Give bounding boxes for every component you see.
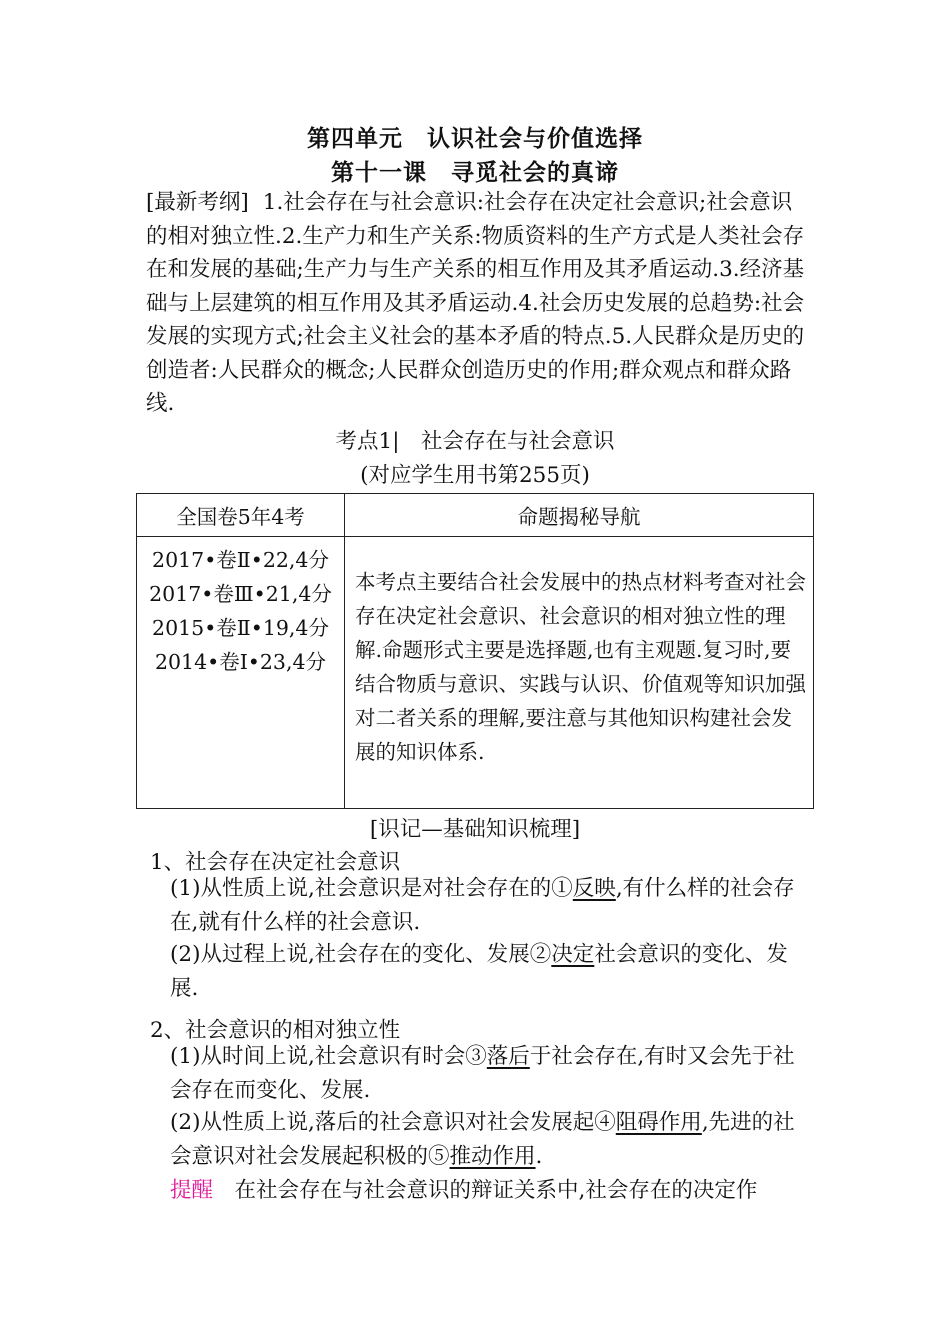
exam-entry: 2015•卷Ⅱ•19,4分: [152, 616, 329, 640]
point2-item2: (2)从性质上说,落后的社会意识对社会发展起④阻碍作用,先进的社会意识对社会发展起积极的⑤推动作用.: [170, 1110, 795, 1169]
topic-reference: (对应学生用书第255页): [360, 463, 590, 488]
point1-item2: (2)从过程上说,社会存在的变化、发展②决定社会意识的变化、发展.: [170, 942, 788, 1001]
point1-item1: (1)从性质上说,社会意识是对社会存在的①反映,有什么样的社会存在,就有什么样的社会意识.: [170, 876, 795, 935]
section-label: [识记—基础知识梳理]: [369, 817, 581, 842]
syllabus-text: 1.社会存在与社会意识:社会存在决定社会意识;社会意识的相对独立性.2.生产力和生产关系:物质资料的生产方式是人类社会存在和发展的基础;生产力与生产关系的相互作用及其矛盾运动.3.经济基础与上层建筑的相互作用及其矛盾运动.4.社会历史发展的总趋势:社会发展的实现方式;社会主义社会的基本矛盾的特点.5.人民群众是历史的创造者:人民群众的概念;人民群众创造历史的作用;群众观点和群众路线.: [146, 190, 805, 416]
table-header-exams: 全国卷5年4考: [137, 494, 345, 537]
syllabus-paragraph: [146, 186, 806, 421]
lesson-title: 第十一课 寻觅社会的真谛: [331, 159, 619, 186]
table-header-guide: 命题揭秘导航: [345, 494, 814, 537]
point1-heading: 1、社会存在决定社会意识: [150, 850, 401, 875]
answer-3: 落后: [486, 1044, 530, 1069]
unit-title: 第四单元 认识社会与价值选择: [307, 125, 643, 152]
reminder-label: 提醒: [170, 1178, 214, 1203]
answer-1: 反映: [572, 876, 616, 901]
reminder-text: 在社会存在与社会意识的辩证关系中,社会存在的决定作: [213, 1178, 758, 1203]
answer-4: 阻碍作用: [615, 1110, 702, 1135]
exam-entry: 2017•卷Ⅱ•22,4分: [152, 548, 329, 572]
exam-entry: 2014•卷Ⅰ•23,4分: [154, 650, 327, 674]
answer-5: 推动作用: [449, 1143, 536, 1169]
guide-cell: 本考点主要结合社会发展中的热点材料考查对社会存在决定社会意识、社会意识的相对独立性的理解.命题形式主要是选择题,也有主观题.复习时,要结合物质与意识、实践与认识、价值观等知识加强对二者关系的理解,要注意与其他知识构建社会发展的知识体系.: [345, 537, 814, 809]
reminder-paragraph: [170, 1174, 810, 1208]
exam-list-cell: [137, 537, 345, 809]
answer-2: 决定: [551, 942, 595, 967]
exam-entry: 2017•卷Ⅲ•21,4分: [149, 582, 332, 606]
syllabus-label: [最新考纲]: [146, 190, 249, 215]
point2-item1: (1)从时间上说,社会意识有时会③落后于社会存在,有时又会先于社会存在而变化、发展.: [170, 1044, 795, 1103]
exam-info-table: [136, 493, 814, 809]
topic-heading: 考点1| 社会存在与社会意识: [335, 429, 615, 454]
point2-heading: 2、社会意识的相对独立性: [150, 1018, 401, 1043]
